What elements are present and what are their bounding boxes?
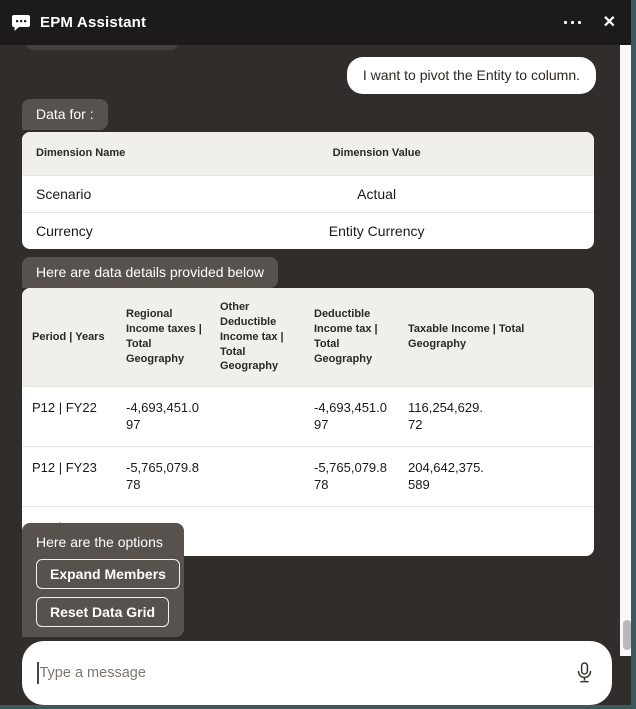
options-button-group (36, 559, 170, 627)
table-cell: Currency (22, 212, 159, 249)
message-input[interactable] (39, 665, 576, 681)
table-row (22, 447, 594, 507)
table-cell: P12 | FY22 (22, 387, 116, 447)
table-cell: P12 | FY23 (22, 447, 116, 507)
dimension-table-card (22, 132, 594, 249)
column-header: Deductible Income tax | Total Geography (304, 288, 398, 387)
options-label: Here are the options (36, 534, 163, 550)
table-cell: -4,693,451.097 (116, 387, 210, 447)
table-cell: -5,765,079.878 (304, 447, 398, 507)
more-options-button[interactable] (564, 21, 581, 24)
chat-header (0, 0, 632, 45)
column-header: Regional Income taxes | Total Geography (116, 288, 210, 387)
table-cell: -5,765,079.878 (116, 447, 210, 507)
table-cell: 116,254,629.72 (398, 387, 594, 447)
scrollbar-thumb[interactable] (623, 620, 631, 650)
column-header: Dimension Value (159, 132, 594, 175)
column-header: Taxable Income | Total Geography (398, 288, 594, 387)
table-cell (304, 506, 398, 555)
table-header-row (22, 288, 594, 387)
table-cell: Actual (159, 175, 594, 212)
partial-message-bubble (27, 45, 177, 50)
table-cell: Scenario (22, 175, 159, 212)
close-button[interactable]: ✕ (602, 13, 616, 31)
reset-data-grid-button[interactable]: Reset Data Grid (36, 597, 169, 627)
table-cell: -4,693,451.097 (304, 387, 398, 447)
dimension-table (22, 132, 594, 249)
bot-message-details: Here are data details provided below (22, 257, 278, 288)
bot-message-data-for: Data for : (22, 99, 108, 130)
window-edge-right (631, 0, 636, 709)
table-cell (210, 506, 304, 555)
table-row (22, 387, 594, 447)
message-composer (22, 641, 612, 705)
microphone-button[interactable] (575, 662, 594, 684)
app-title: EPM Assistant (40, 14, 147, 31)
table-cell (210, 387, 304, 447)
table-cell: Entity Currency (159, 212, 594, 249)
table-cell: 204,642,375.589 (398, 447, 594, 507)
table-row (22, 212, 594, 249)
column-header: Dimension Name (22, 132, 159, 175)
expand-members-button[interactable]: Expand Members (36, 559, 180, 589)
column-header: Period | Years (22, 288, 116, 387)
column-header: Other Deductible Income tax | Total Geography (210, 288, 304, 387)
data-grid-card (22, 288, 594, 556)
table-header-row (22, 132, 594, 175)
table-row (22, 175, 594, 212)
data-grid-table (22, 288, 594, 556)
window-edge-bottom (0, 705, 636, 709)
user-message-bubble: I want to pivot the Entity to column. (347, 57, 596, 94)
chat-bubble-icon (12, 15, 30, 31)
table-cell (398, 506, 594, 555)
table-cell (210, 447, 304, 507)
options-bubble (22, 523, 184, 637)
